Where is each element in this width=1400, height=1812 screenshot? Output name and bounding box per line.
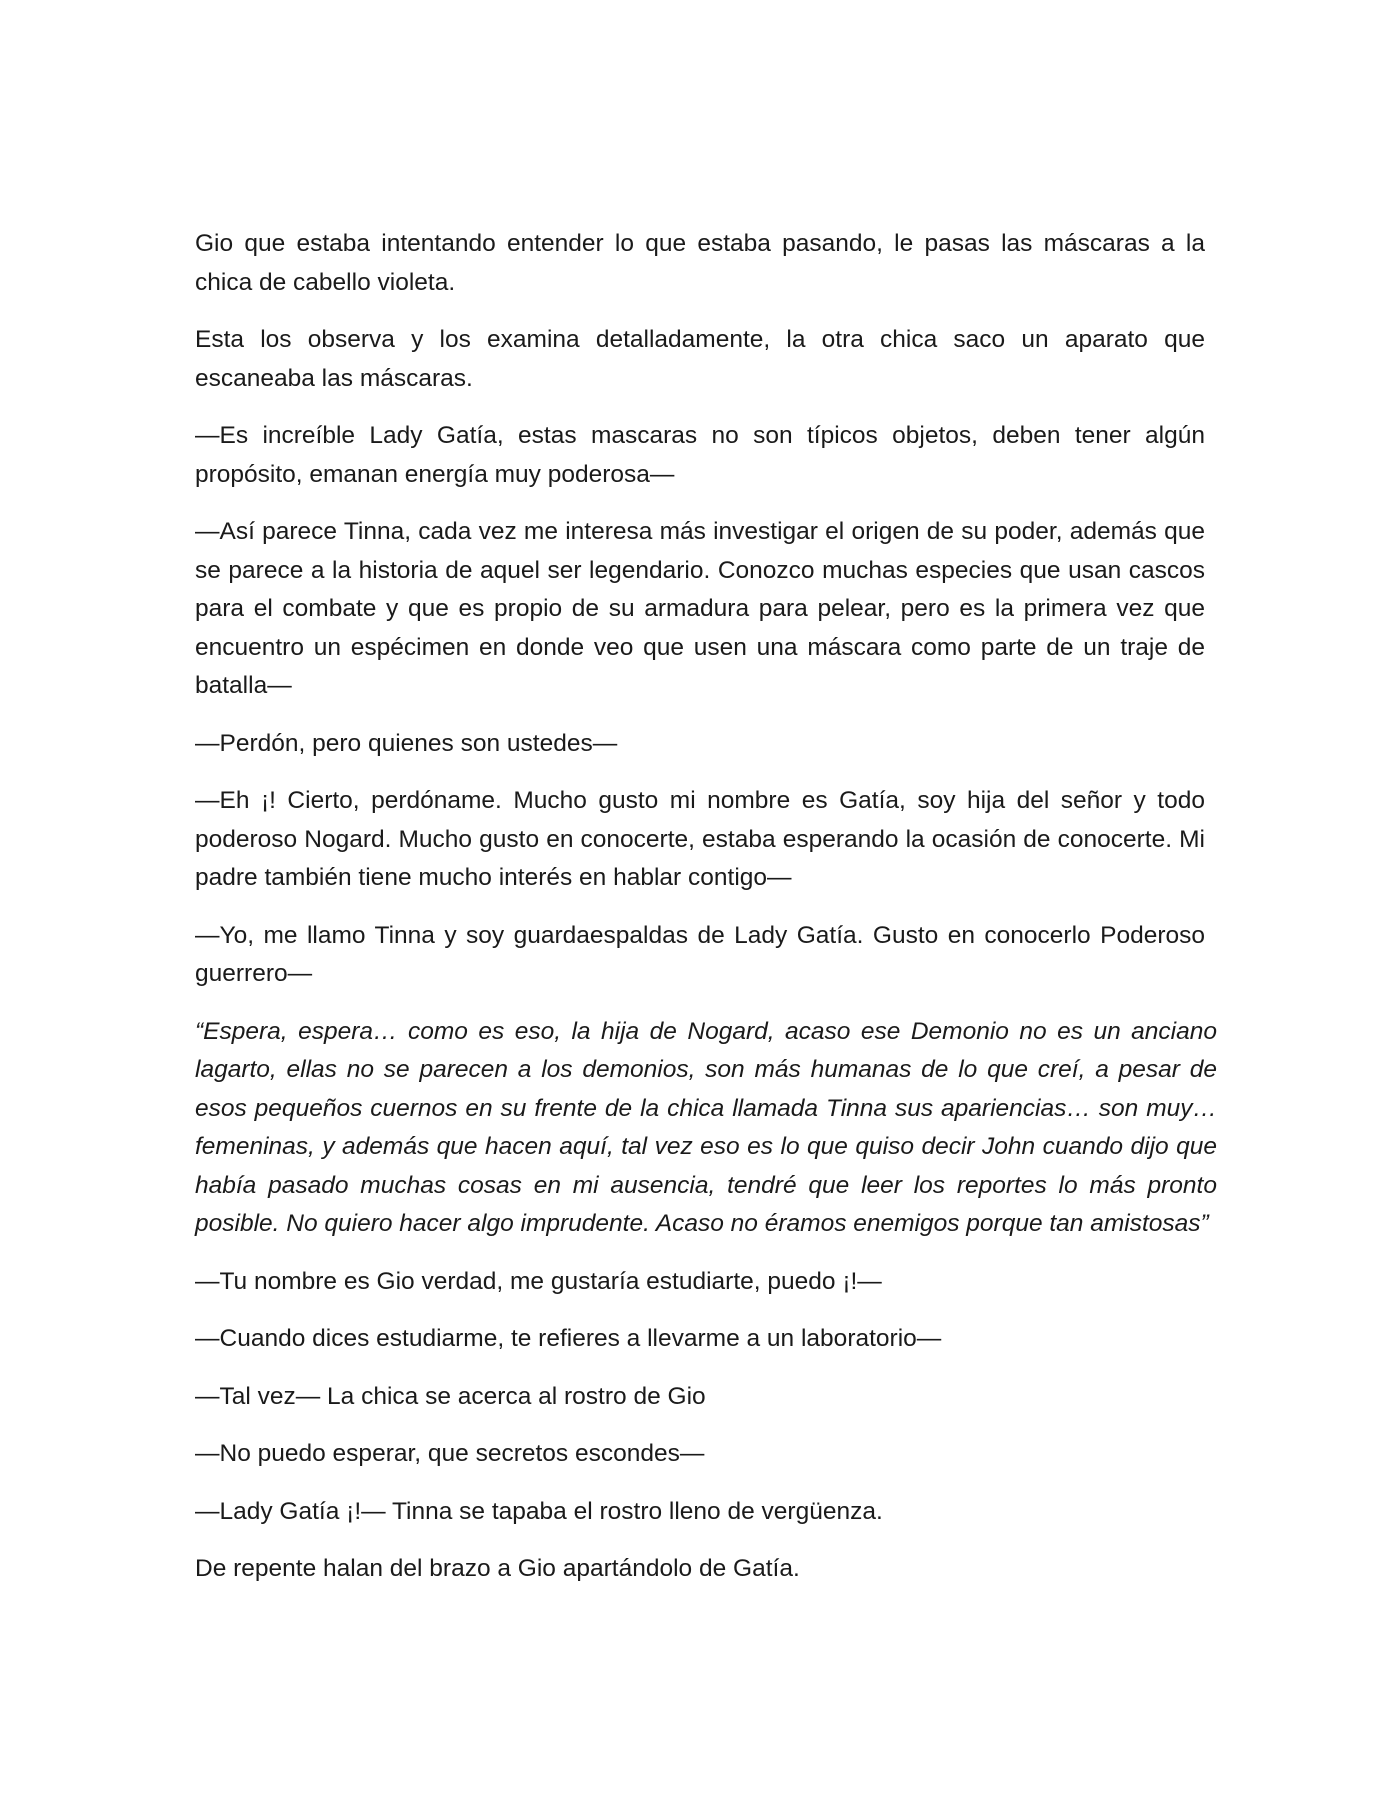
paragraph-6: —Eh ¡! Cierto, perdóname. Mucho gusto mi nombre es Gatía, soy hija del señor y todo poderoso Nogard. Mucho gusto en conocerte, estaba esperando la ocasión de conocerte. Mi padre también tiene mucho interés en hablar contigo— [195, 787, 1205, 891]
paragraph-8-italic-thought: “Espera, espera… como es eso, la hija de Nogard, acaso ese Demonio no es un anciano lagarto, ellas no se parecen a los demonios, son más humanas de lo que creí, a pesar de esos pequeños cuernos en su frente de la chica llamada Tinna sus apariencias… son muy… femeninas, y además que hacen aquí, tal vez eso es lo que quiso decir John cuando dijo que había pasado muchas cosas en mi ausencia, tendré que leer los reportes lo más pronto posible. No quiero hacer algo imprudente. Acaso no éramos enemigos porque tan amistosas” [195, 1017, 1217, 1237]
paragraph-10: —Cuando dices estudiarme, te refieres a llevarme a un laboratorio— [195, 1325, 942, 1352]
paragraph-4: —Así parece Tinna, cada vez me interesa más investigar el origen de su poder, además que se parece a la historia de aquel ser legendario. Conozco muchas especies que usan cascos para el combate y que es propio de su armadura para pelear, pero es la primera vez que encuentro un espécimen en donde veo que usen una máscara como parte de un traje de batalla— [195, 518, 1205, 699]
paragraph-2: Esta los observa y los examina detalladamente, la otra chica saco un aparato que escaneaba las máscaras. [195, 326, 1205, 392]
paragraph-14: De repente halan del brazo a Gio apartándolo de Gatía. [195, 1555, 800, 1582]
paragraph-11: —Tal vez— La chica se acerca al rostro de Gio [195, 1382, 706, 1410]
paragraph-7: —Yo, me llamo Tinna y soy guardaespaldas de Lady Gatía. Gusto en conocerlo Poderoso guerrero— [195, 921, 1205, 987]
paragraph-12: —No puedo esperar, que secretos escondes— [195, 1440, 705, 1467]
paragraph-9: —Tu nombre es Gio verdad, me gustaría estudiarte, puedo ¡!— [195, 1267, 882, 1295]
paragraph-13: —Lady Gatía ¡!— Tinna se tapaba el rostro lleno de vergüenza. [195, 1497, 883, 1525]
document-body [195, 225, 1217, 1608]
paragraph-1: Gio que estaba intentando entender lo que estaba pasando, le pasas las máscaras a la chica de cabello violeta. [195, 230, 1205, 296]
paragraph-5: —Perdón, pero quienes son ustedes— [195, 729, 618, 757]
paragraph-3: —Es increíble Lady Gatía, estas mascaras no son típicos objetos, deben tener algún propósito, emanan energía muy poderosa— [195, 422, 1205, 488]
